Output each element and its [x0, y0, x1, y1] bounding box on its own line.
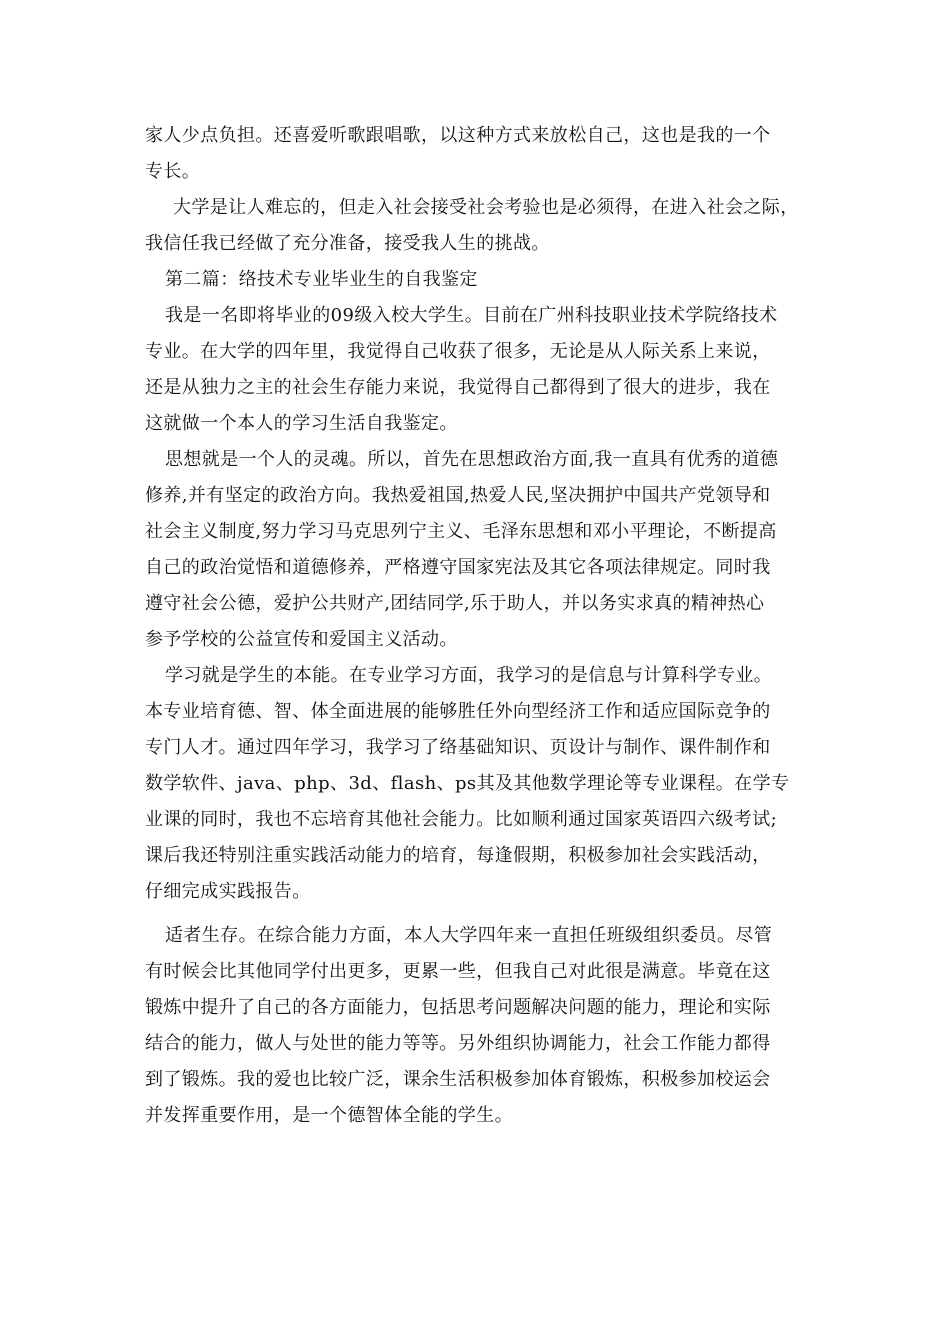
- text-line: 专门人才。通过四年学习，我学习了络基础知识、页设计与制作、课件制作和: [145, 737, 771, 758]
- text-line: 还是从独力之主的社会生存能力来说，我觉得自己都得到了很大的进步，我在: [145, 377, 771, 398]
- text-line: 本专业培育德、智、体全面进展的能够胜任外向型经济工作和适应国际竞争的: [145, 701, 771, 722]
- text-line: 结合的能力，做人与处世的能力等等。另外组织协调能力，社会工作能力都得: [145, 1033, 771, 1054]
- text-line: 业课的同时，我也不忘培育其他社会能力。比如顺利通过国家英语四六级考试;: [145, 809, 778, 830]
- paragraph-start: 大学是让人难忘的，但走入社会接受社会考验也是必须得，在进入社会之际，: [173, 197, 799, 218]
- text-line: 专业。在大学的四年里，我觉得自己收获了很多，无论是从人际关系上来说，: [145, 341, 771, 362]
- text-line: 并发挥重要作用，是一个德智体全能的学生。: [145, 1105, 513, 1126]
- text-line: 仔细完成实践报告。: [145, 881, 311, 902]
- text-line: 这就做一个本人的学习生活自我鉴定。: [145, 413, 458, 434]
- document-body: [145, 118, 815, 1134]
- text-line: 自己的政治觉悟和道德修养，严格遵守国家宪法及其它各项法律规定。同时我: [145, 557, 771, 578]
- text-line: 遵守社会公德，爱护公共财产,团结同学,乐于助人，并以务实求真的精神热心: [145, 593, 765, 614]
- paragraph-start: 思想就是一个人的灵魂。所以，首先在思想政治方面,我一直具有优秀的道德: [165, 449, 779, 470]
- paragraph-start: 适者生存。在综合能力方面，本人大学四年来一直担任班级组织委员。尽管: [165, 925, 773, 946]
- section-heading: 第二篇：络技术专业毕业生的自我鉴定: [165, 269, 478, 290]
- text-line: 有时候会比其他同学付出更多，更累一些，但我自己对此很是满意。毕竟在这: [145, 961, 771, 982]
- text-line: 数学软件、java、php、3d、flash、ps其及其他数学理论等专业课程。在学专: [145, 773, 790, 794]
- paragraph-start: 学习就是学生的本能。在专业学习方面，我学习的是信息与计算科学专业。: [165, 665, 773, 686]
- text-line: 到了锻炼。我的爱也比较广泛，课余生活积极参加体育锻炼，积极参加校运会: [145, 1069, 771, 1090]
- text-line: 锻炼中提升了自己的各方面能力，包括思考问题解决问题的能力，理论和实际: [145, 997, 771, 1018]
- paragraph-start: 我是一名即将毕业的09级入校大学生。目前在广州科技职业技术学院络技术: [165, 305, 778, 326]
- text-line: 家人少点负担。还喜爱听歌跟唱歌，以这种方式来放松自己，这也是我的一个: [145, 125, 771, 146]
- text-line: 专长。: [145, 161, 201, 182]
- text-line: 我信任我已经做了充分准备，接受我人生的挑战。: [145, 233, 550, 254]
- paragraph-gap: [145, 910, 815, 918]
- text-line: 参予学校的公益宣传和爱国主义活动。: [145, 629, 458, 650]
- text-line: 修养,并有坚定的政治方向。我热爱祖国,热爱人民,坚决拥护中国共产党领导和: [145, 485, 771, 506]
- text-line: 社会主义制度,努力学习马克思列宁主义、毛泽东思想和邓小平理论，不断提高: [145, 521, 777, 542]
- text-line: 课后我还特别注重实践活动能力的培育，每逢假期，积极参加社会实践活动，: [145, 845, 771, 866]
